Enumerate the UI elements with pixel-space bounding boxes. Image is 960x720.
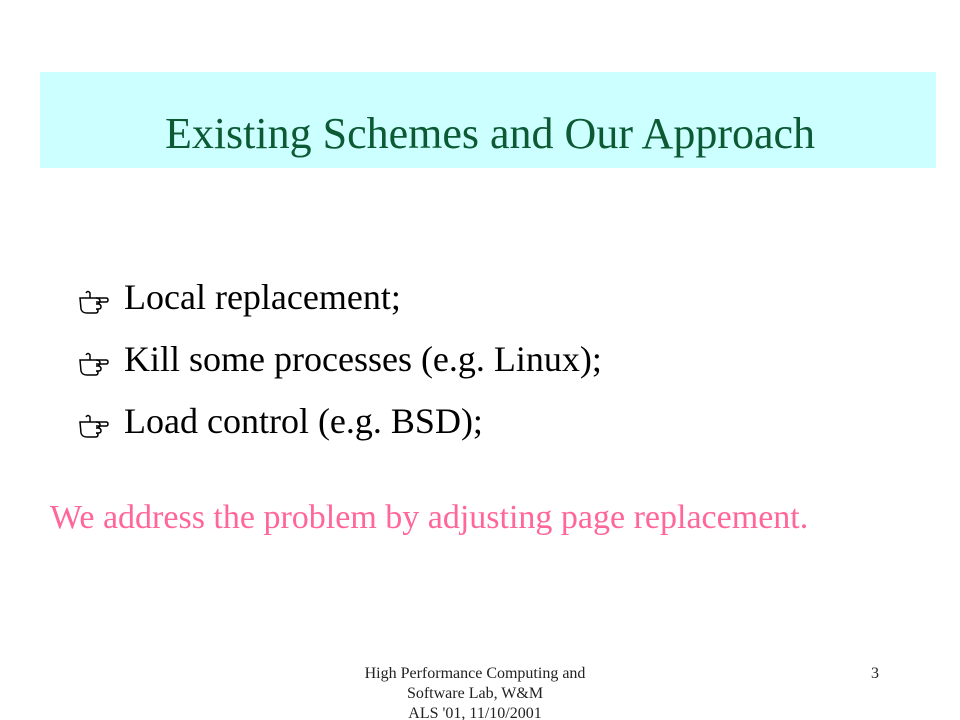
- page-number: 3: [871, 665, 879, 682]
- footer-line: Software Lab, W&M: [406, 685, 544, 702]
- bullet-label: Local replacement;: [124, 277, 401, 317]
- bullet-label: Load control (e.g. BSD);: [124, 401, 483, 441]
- pointing-hand-icon: [78, 407, 110, 435]
- bullet-item: [78, 390, 898, 452]
- footer-line: ALS '01, 11/10/2001: [408, 705, 542, 720]
- bullet-item: [78, 328, 898, 390]
- footer-line: High Performance Computing and: [364, 665, 586, 682]
- bullet-list: [78, 266, 898, 452]
- bullet-item: [78, 266, 898, 328]
- bullet-label: Kill some processes (e.g. Linux);: [124, 339, 602, 379]
- slide-title: Existing Schemes and Our Approach: [164, 109, 816, 158]
- footer-text: [330, 664, 620, 720]
- pointing-hand-icon: [78, 283, 110, 311]
- approach-note: We address the problem by adjusting page replacement.: [50, 499, 809, 536]
- pointing-hand-icon: [78, 345, 110, 373]
